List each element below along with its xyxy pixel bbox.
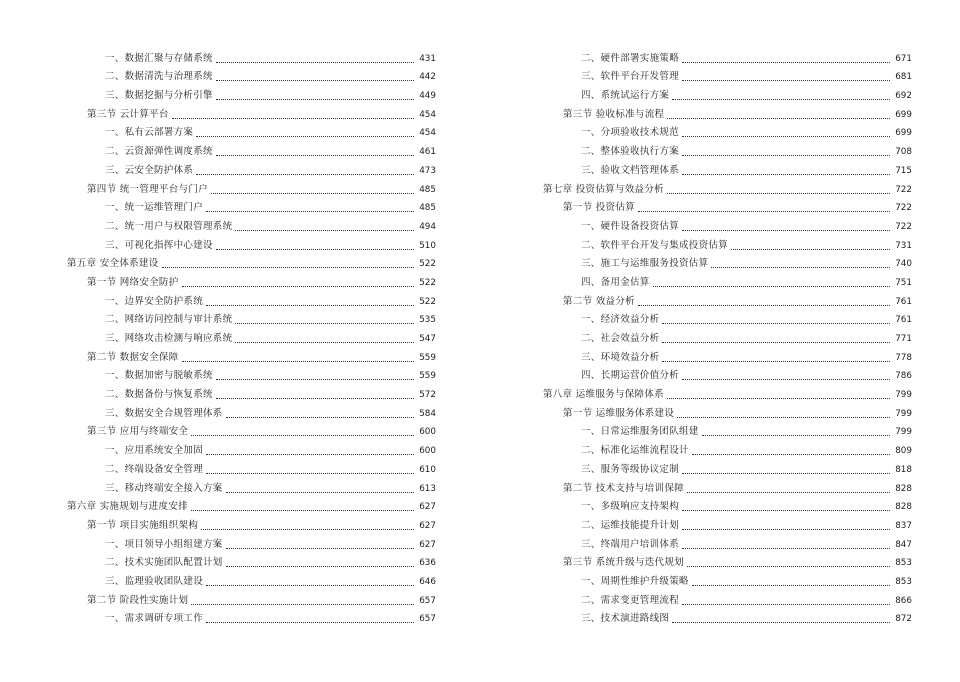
toc-chapter-entry[interactable] — [543, 177, 912, 196]
toc-page-number: 559 — [419, 371, 436, 382]
toc-section-entry[interactable] — [67, 177, 436, 196]
dot-leader — [226, 566, 414, 567]
toc-entry-title: 三、施工与运维服务投资估算 — [581, 258, 709, 270]
toc-item-entry[interactable] — [543, 233, 912, 252]
toc-page-number: 818 — [895, 464, 912, 475]
toc-page-number: 740 — [895, 259, 912, 270]
toc-page-number: 485 — [419, 184, 436, 195]
toc-entry-title: 二、终端设备安全管理 — [105, 463, 204, 475]
toc-page-number: 547 — [419, 334, 436, 344]
dot-leader — [711, 267, 890, 268]
toc-page-number: 708 — [895, 147, 912, 158]
toc-entry-title: 一、硬件设备投资估算 — [581, 220, 680, 232]
toc-entry-title: 三、软件平台开发管理 — [581, 71, 680, 83]
toc-item-entry[interactable] — [67, 121, 436, 140]
dot-leader — [682, 230, 890, 231]
dot-leader — [216, 249, 414, 250]
dot-leader — [682, 548, 890, 549]
toc-page-number: 847 — [895, 539, 912, 550]
toc-entry-title: 三、网络攻击检测与响应系统 — [105, 333, 233, 344]
toc-entry-title: 第一节 投资估算 — [563, 202, 635, 214]
toc-entry-title: 一、项目领导小组组建方案 — [105, 538, 223, 550]
toc-entry-title: 第二节 数据安全保障 — [87, 351, 179, 363]
toc-entry-title: 第五章 安全体系建设 — [67, 258, 159, 270]
dot-leader — [206, 211, 414, 212]
toc-entry-title: 三、监理验收团队建设 — [105, 575, 204, 587]
toc-entry-title: 二、网络访问控制与审计系统 — [105, 314, 233, 326]
toc-page-number: 761 — [895, 296, 912, 307]
toc-page-number: 722 — [895, 203, 912, 214]
toc-page-number: 828 — [895, 483, 912, 494]
toc-item-entry[interactable] — [543, 139, 912, 158]
toc-item-entry[interactable] — [67, 401, 436, 420]
toc-page-number: 442 — [419, 72, 436, 83]
toc-entry-title: 第三节 验收标准与流程 — [563, 108, 665, 120]
toc-page-number: 473 — [419, 165, 436, 176]
toc-page-number: 681 — [895, 72, 912, 83]
toc-entry-title: 第一节 网络安全防护 — [87, 276, 179, 288]
toc-entry-title: 二、硬件部署实施策略 — [581, 52, 680, 64]
toc-entry-title: 一、数据汇聚与存储系统 — [105, 52, 213, 64]
toc-entry-title: 四、备用金估算 — [581, 276, 650, 288]
toc-entry-title: 三、数据安全合规管理体系 — [105, 407, 223, 419]
toc-entry-title: 二、云资源弹性调度系统 — [105, 146, 213, 158]
dot-leader — [206, 473, 414, 474]
toc-page-number: 657 — [419, 595, 436, 606]
dot-leader — [682, 604, 890, 605]
toc-entry-title: 三、云安全防护体系 — [105, 164, 194, 176]
toc-section-entry[interactable] — [67, 270, 436, 289]
toc-page-number: 610 — [419, 464, 436, 475]
toc-page-number: 600 — [419, 427, 436, 438]
toc-item-entry[interactable] — [543, 569, 912, 588]
toc-section-entry[interactable] — [67, 588, 436, 607]
dot-leader — [196, 174, 414, 175]
toc-page-number: 715 — [895, 165, 912, 176]
toc-page-number: 699 — [895, 109, 912, 120]
toc-entry-title: 二、技术实施团队配置计划 — [105, 557, 223, 569]
toc-entry-title: 三、环境效益分析 — [581, 351, 660, 363]
toc-page-number: 522 — [419, 296, 436, 307]
toc-item-entry[interactable] — [67, 532, 436, 551]
toc-section-entry[interactable] — [67, 420, 436, 439]
dot-leader — [662, 323, 890, 324]
toc-page-number: 522 — [419, 277, 436, 288]
toc-item-entry[interactable] — [67, 158, 436, 177]
dot-leader — [216, 80, 414, 81]
dot-leader — [687, 566, 890, 567]
toc-page-number: 799 — [895, 427, 912, 438]
toc-item-entry[interactable] — [543, 364, 912, 383]
toc-item-entry[interactable] — [67, 364, 436, 383]
toc-item-entry[interactable] — [543, 607, 912, 626]
toc-chapter-entry[interactable] — [543, 382, 912, 401]
toc-entry-title: 第七章 投资估算与效益分析 — [543, 183, 664, 195]
toc-item-entry[interactable] — [543, 270, 912, 289]
toc-item-entry[interactable] — [543, 513, 912, 532]
toc-section-entry[interactable] — [67, 345, 436, 364]
toc-left-page — [67, 46, 436, 625]
toc-page-number: 613 — [419, 483, 436, 494]
toc-entry-title: 二、整体验收执行方案 — [581, 146, 680, 158]
toc-section-entry[interactable] — [67, 102, 436, 121]
toc-page-number: 454 — [419, 128, 436, 139]
dot-leader — [172, 118, 414, 119]
toc-item-entry[interactable] — [67, 46, 436, 65]
toc-page-number: 657 — [419, 614, 436, 625]
toc-entry-title: 第一节 运维服务体系建设 — [563, 407, 675, 419]
toc-item-entry[interactable] — [67, 139, 436, 158]
dot-leader — [682, 80, 890, 81]
toc-entry-title: 第三节 云计算平台 — [87, 108, 169, 120]
toc-page-number: 449 — [419, 91, 436, 102]
toc-entry-title: 三、技术演进路线图 — [581, 613, 670, 625]
dot-leader — [216, 155, 414, 156]
toc-entry-title: 二、标准化运维流程设计 — [581, 445, 689, 457]
toc-entry-title: 四、长期运营价值分析 — [581, 370, 680, 382]
dot-leader — [191, 604, 414, 605]
toc-page-number: 572 — [419, 390, 436, 401]
toc-entry-title: 四、系统试运行方案 — [581, 90, 670, 102]
toc-entry-title: 第三节 系统升级与迭代规划 — [563, 557, 684, 569]
toc-page-number: 761 — [895, 315, 912, 326]
dot-leader — [692, 454, 890, 455]
toc-item-entry[interactable] — [543, 588, 912, 607]
dot-leader — [672, 622, 890, 623]
dot-leader — [682, 379, 890, 380]
dot-leader — [216, 99, 414, 100]
dot-leader — [162, 267, 414, 268]
toc-entry-title: 二、数据备份与恢复系统 — [105, 389, 213, 401]
toc-entry-title: 一、经济效益分析 — [581, 314, 660, 326]
toc-item-entry[interactable] — [543, 457, 912, 476]
dot-leader — [638, 305, 890, 306]
toc-item-entry[interactable] — [67, 607, 436, 626]
toc-right-page — [543, 46, 912, 625]
toc-item-entry[interactable] — [543, 326, 912, 345]
dot-leader — [662, 342, 890, 343]
toc-page-number: 600 — [419, 446, 436, 457]
toc-entry-title: 一、日常运维服务团队组建 — [581, 426, 699, 438]
dot-leader — [206, 585, 414, 586]
toc-item-entry[interactable] — [67, 65, 436, 84]
toc-entry-title: 一、边界安全防护系统 — [105, 295, 204, 307]
dot-leader — [682, 529, 890, 530]
dot-leader — [216, 398, 414, 399]
toc-entry-title: 三、终端用户培训体系 — [581, 538, 680, 550]
dot-leader — [216, 62, 414, 63]
toc-item-entry[interactable] — [543, 345, 912, 364]
toc-item-entry[interactable] — [543, 438, 912, 457]
toc-page-number: 853 — [895, 558, 912, 569]
toc-entry-title: 一、需求调研专项工作 — [105, 613, 204, 625]
toc-entry-title: 三、移动终端安全接入方案 — [105, 482, 223, 494]
toc-item-entry[interactable] — [543, 532, 912, 551]
toc-entry-title: 第二节 阶段性实施计划 — [87, 594, 189, 606]
dot-leader — [667, 193, 890, 194]
toc-entry-title: 二、需求变更管理流程 — [581, 594, 680, 606]
dot-leader — [206, 305, 414, 306]
toc-entry-title: 一、应用系统安全加固 — [105, 445, 204, 457]
toc-section-entry[interactable] — [543, 551, 912, 570]
dot-leader — [226, 417, 414, 418]
dot-leader — [235, 323, 414, 324]
dot-leader — [226, 492, 414, 493]
toc-section-entry[interactable] — [543, 401, 912, 420]
toc-page-number: 837 — [895, 520, 912, 531]
toc-item-entry[interactable] — [67, 196, 436, 215]
toc-entry-title: 第四节 统一管理平台与门户 — [87, 183, 208, 195]
dot-leader — [687, 492, 890, 493]
toc-item-entry[interactable] — [67, 308, 436, 327]
toc-page-number: 872 — [895, 614, 912, 625]
toc-item-entry[interactable] — [543, 46, 912, 65]
toc-page-number: 809 — [895, 446, 912, 457]
dot-leader — [692, 585, 890, 586]
toc-entry-title: 一、私有云部署方案 — [105, 127, 194, 139]
dot-leader — [682, 62, 890, 63]
toc-entry-title: 三、验收文档管理体系 — [581, 164, 680, 176]
toc-page-number: 584 — [419, 408, 436, 419]
toc-item-entry[interactable] — [543, 158, 912, 177]
dot-leader — [201, 529, 414, 530]
toc-entry-title: 一、统一运维管理门户 — [105, 202, 204, 214]
toc-page-number: 454 — [419, 109, 436, 120]
toc-page-number: 535 — [419, 315, 436, 326]
dot-leader — [191, 510, 414, 511]
toc-item-entry[interactable] — [543, 252, 912, 271]
toc-entry-title: 三、可视化指挥中心建设 — [105, 239, 213, 251]
toc-page-number: 699 — [895, 128, 912, 139]
toc-page-number: 431 — [419, 53, 436, 64]
dot-leader — [702, 435, 890, 436]
dot-leader — [667, 118, 890, 119]
toc-page-number: 828 — [895, 502, 912, 513]
toc-page-number: 692 — [895, 91, 912, 102]
toc-entry-title: 二、运维技能提升计划 — [581, 519, 680, 531]
toc-page-number: 778 — [895, 352, 912, 363]
dot-leader — [682, 510, 890, 511]
dot-leader — [731, 249, 890, 250]
toc-section-entry[interactable] — [67, 513, 436, 532]
toc-entry-title: 第八章 运维服务与保障体系 — [543, 389, 664, 401]
toc-entry-title: 二、统一用户与权限管理系统 — [105, 220, 233, 232]
toc-page-number: 771 — [895, 334, 912, 344]
toc-page-number: 751 — [895, 277, 912, 288]
toc-item-entry[interactable] — [67, 83, 436, 102]
toc-page-number: 646 — [419, 576, 436, 587]
toc-page-number: 853 — [895, 576, 912, 587]
dot-leader — [682, 473, 890, 474]
toc-entry-title: 二、社会效益分析 — [581, 333, 660, 344]
toc-page-number: 627 — [419, 502, 436, 513]
toc-page-number: 722 — [895, 184, 912, 195]
toc-entry-title: 第三节 应用与终端安全 — [87, 426, 189, 438]
toc-item-entry[interactable] — [543, 83, 912, 102]
toc-item-entry[interactable] — [67, 438, 436, 457]
toc-page-number: 866 — [895, 595, 912, 606]
toc-page-number: 799 — [895, 390, 912, 401]
toc-item-entry[interactable] — [67, 476, 436, 495]
toc-entry-title: 一、多级响应支持架构 — [581, 501, 680, 513]
dot-leader — [672, 99, 890, 100]
dot-leader — [235, 230, 414, 231]
dot-leader — [653, 286, 890, 287]
dot-leader — [182, 286, 414, 287]
toc-entry-title: 一、数据加密与脱敏系统 — [105, 370, 213, 382]
toc-item-entry[interactable] — [67, 457, 436, 476]
toc-item-entry[interactable] — [543, 308, 912, 327]
toc-page-number: 627 — [419, 520, 436, 531]
toc-page-number: 461 — [419, 147, 436, 158]
toc-item-entry[interactable] — [67, 382, 436, 401]
toc-entry-title: 三、服务等级协议定制 — [581, 463, 680, 475]
dot-leader — [206, 622, 414, 623]
dot-leader — [182, 361, 414, 362]
toc-chapter-entry[interactable] — [67, 495, 436, 514]
toc-page-number: 671 — [895, 53, 912, 64]
toc-page-number: 627 — [419, 539, 436, 550]
toc-item-entry[interactable] — [67, 233, 436, 252]
dot-leader — [682, 174, 890, 175]
toc-page-number: 485 — [419, 203, 436, 214]
dot-leader — [235, 342, 414, 343]
toc-page-number: 559 — [419, 352, 436, 363]
toc-entry-title: 第二节 技术支持与培训保障 — [563, 482, 684, 494]
toc-item-entry[interactable] — [543, 420, 912, 439]
dot-leader — [667, 398, 890, 399]
toc-item-entry[interactable] — [543, 121, 912, 140]
dot-leader — [682, 136, 890, 137]
dot-leader — [226, 548, 414, 549]
toc-entry-title: 三、数据挖掘与分析引擎 — [105, 90, 213, 102]
toc-item-entry[interactable] — [543, 495, 912, 514]
toc-entry-title: 一、周期性维护升级策略 — [581, 575, 689, 587]
dot-leader — [216, 379, 414, 380]
toc-item-entry[interactable] — [67, 326, 436, 345]
toc-page-number: 522 — [419, 259, 436, 270]
toc-entry-title: 第二节 效益分析 — [563, 295, 635, 307]
toc-item-entry[interactable] — [67, 289, 436, 308]
toc-page-number: 786 — [895, 371, 912, 382]
dot-leader — [191, 435, 414, 436]
toc-chapter-entry[interactable] — [67, 252, 436, 271]
toc-page-number: 494 — [419, 221, 436, 232]
dot-leader — [662, 361, 890, 362]
toc-section-entry[interactable] — [543, 102, 912, 121]
dot-leader — [677, 417, 890, 418]
toc-entry-title: 第一节 项目实施组织架构 — [87, 519, 199, 531]
toc-section-entry[interactable] — [543, 196, 912, 215]
toc-item-entry[interactable] — [67, 569, 436, 588]
toc-entry-title: 二、软件平台开发与集成投资估算 — [581, 239, 729, 251]
dot-leader — [196, 136, 414, 137]
toc-page-number: 722 — [895, 221, 912, 232]
toc-page-number: 731 — [895, 240, 912, 251]
dot-leader — [206, 454, 414, 455]
dot-leader — [638, 211, 890, 212]
toc-section-entry[interactable] — [543, 289, 912, 308]
toc-item-entry[interactable] — [543, 65, 912, 84]
toc-entry-title: 第六章 实施规划与进度安排 — [67, 501, 188, 513]
toc-page-number: 636 — [419, 558, 436, 569]
toc-entry-title: 二、数据清洗与治理系统 — [105, 71, 213, 83]
toc-page-number: 510 — [419, 240, 436, 251]
toc-item-entry[interactable] — [67, 551, 436, 570]
toc-item-entry[interactable] — [67, 214, 436, 233]
dot-leader — [211, 193, 414, 194]
dot-leader — [682, 155, 890, 156]
toc-item-entry[interactable] — [543, 214, 912, 233]
toc-section-entry[interactable] — [543, 476, 912, 495]
toc-page-number: 799 — [895, 408, 912, 419]
toc-entry-title: 一、分项验收技术规范 — [581, 127, 680, 139]
